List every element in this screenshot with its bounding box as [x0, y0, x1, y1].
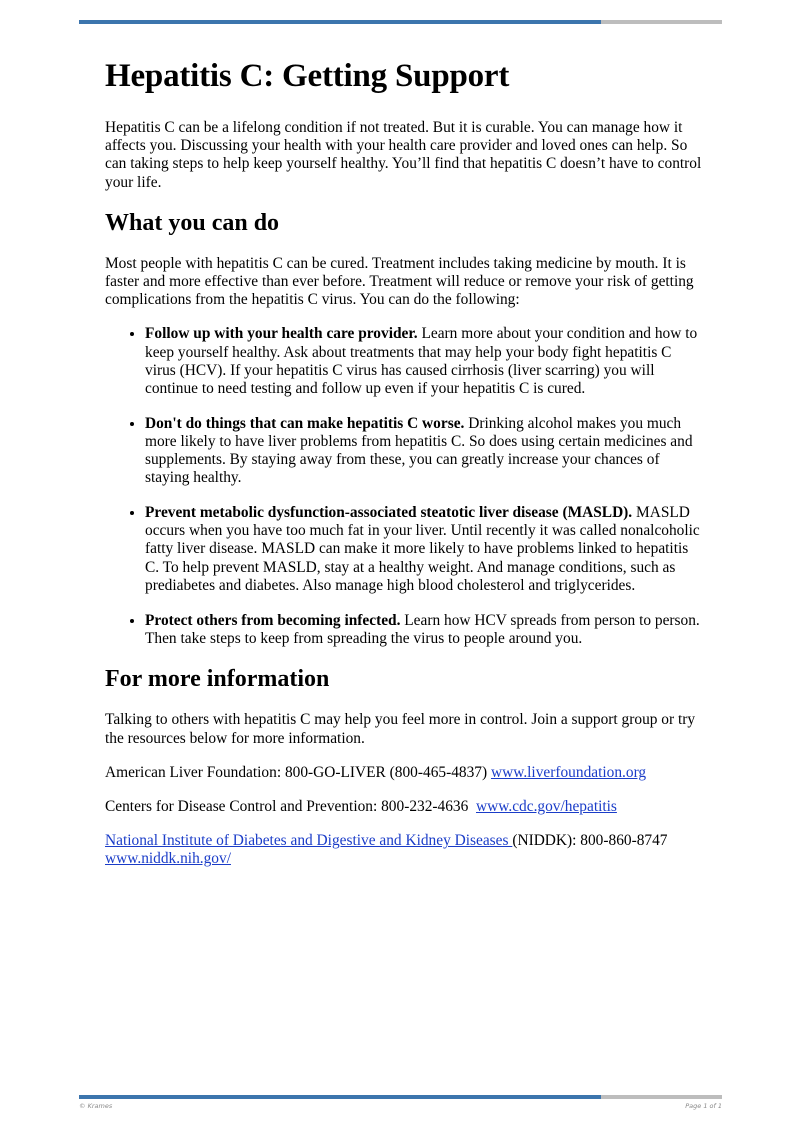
cdc-link[interactable]: www.cdc.gov/hepatitis: [476, 798, 617, 816]
document-body: [105, 56, 705, 885]
niddk-link[interactable]: National Institute of Diabetes and Digestive and Kidney Diseases: [105, 832, 513, 850]
resource-text: Centers for Disease Control and Prevention: 800-232-4636: [105, 798, 477, 816]
list-item: [145, 504, 705, 595]
page-number: Page 1 of 1: [685, 1102, 722, 1110]
niddk-url-link[interactable]: www.niddk.nih.gov/: [105, 850, 231, 868]
resource-cdc: [105, 798, 705, 816]
list-item-title: Protect others from becoming infected.: [145, 611, 401, 629]
top-rule-accent: [79, 20, 601, 24]
list-item: [145, 415, 705, 488]
list-item: [145, 612, 705, 648]
section-paragraph: Talking to others with hepatitis C may help you feel more in control. Join a support group or try the resources below for more information.: [105, 711, 696, 747]
liverfoundation-link[interactable]: www.liverfoundation.org: [490, 763, 647, 781]
page-footer: [79, 1102, 722, 1110]
top-rule: [79, 20, 722, 24]
section-heading-what-you-can-do: What you can do: [105, 209, 280, 236]
resource-text: (NIDDK): 800-860-8747: [512, 832, 668, 850]
section-heading-more-information: For more information: [105, 666, 330, 693]
list-item-text: Drinking alcohol makes you much more likely to have liver problems from hepatitis C. So does using certain medicines and supplements. By staying away from these, you can greatly increase your chances of staying healthy.: [145, 414, 693, 487]
resource-niddk: [105, 832, 705, 868]
recommendation-list: [105, 325, 705, 648]
top-rule-gray: [601, 20, 722, 24]
list-item-text: Learn how HCV spreads from person to person. Then take steps to keep from spreading the virus to people around you.: [145, 611, 700, 647]
intro-paragraph: Hepatitis C can be a lifelong condition if not treated. But it is curable. You can manage how it affects you. Discussing your health with your health care provider and loved ones can help. So can taking steps to help keep yourself healthy. You’ll find that hepatitis C doesn’t have to control your life.: [105, 119, 702, 191]
page-title: Hepatitis C: Getting Support: [105, 58, 510, 94]
bottom-rule-accent: [79, 1095, 601, 1099]
resource-text: American Liver Foundation: 800-GO-LIVER (800-465-4837): [105, 763, 491, 781]
list-item-text: Learn more about your condition and how to keep yourself healthy. Ask about treatments that may help your body fight hepatitis C virus (HCV). If your hepatitis C virus has caused cirrhosis (liver scarring) you will continue to need testing and follow up even if your hepatitis C is cured.: [145, 325, 698, 398]
resource-american-liver-foundation: [105, 764, 705, 782]
list-item-title: Follow up with your health care provider.: [145, 325, 418, 343]
copyright: © Krames: [79, 1102, 113, 1110]
bottom-rule: [79, 1095, 722, 1099]
section-paragraph: Most people with hepatitis C can be cured. Treatment includes taking medicine by mouth. It is faster and more effective than ever before. Treatment will reduce or remove your risk of getting complications from the hepatitis C virus. You can do the following:: [105, 254, 694, 309]
list-item-title: Don't do things that can make hepatitis C worse.: [145, 414, 465, 432]
list-item-title: Prevent metabolic dysfunction-associated steatotic liver disease (MASLD).: [145, 504, 633, 522]
list-item-text: MASLD occurs when you have too much fat in your liver. Until recently it was called nonalcoholic fatty liver disease. MASLD can make it more likely to have problems linked to hepatitis C. To help prevent MASLD, stay at a healthy weight. And manage conditions, such as prediabetes and diabetes. Also manage high blood cholesterol and triglycerides.: [145, 504, 700, 594]
list-item: [145, 325, 705, 398]
bottom-rule-gray: [601, 1095, 722, 1099]
